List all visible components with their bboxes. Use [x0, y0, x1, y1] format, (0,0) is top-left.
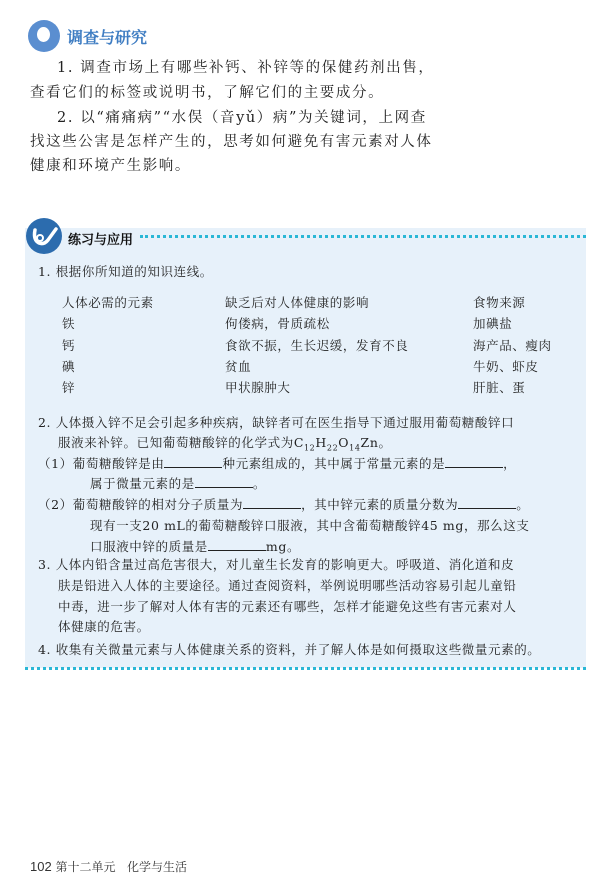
box-bottom-divider — [25, 667, 586, 670]
q2-text: 服液来补锌。已知葡萄糖酸锌的化学式为 — [58, 435, 294, 450]
header-divider — [140, 235, 586, 238]
element-cell: 碘 — [62, 359, 76, 374]
research-title: 调查与研究 — [67, 28, 148, 47]
source-cell: 海产品、瘦肉 — [473, 338, 552, 353]
exercise-check-icon — [26, 218, 62, 254]
research-icon — [28, 20, 60, 52]
table-header: 人体必需的元素 — [62, 295, 154, 310]
q3-line: 3. 人体内铅含量过高危害很大，对儿童生长发育的影响更大。呼吸道、消化道和皮 — [38, 557, 515, 572]
research-line: 找这些公害是怎样产生的，思考如何避免有害元素对人体 — [30, 134, 433, 150]
effect-cell: 贫血 — [225, 359, 252, 374]
answer-blank[interactable] — [243, 496, 301, 509]
q2-line: 2. 人体摄入锌不足会引起多种疾病，缺锌者可在医生指导下通过服用葡萄糖酸锌口 — [38, 415, 515, 430]
element-cell: 锌 — [62, 380, 76, 395]
q2-line: 服液来补锌。已知葡萄糖酸锌的化学式为$C_{12}H_{22}O_{14}Zn$。 — [58, 435, 392, 453]
q3-line: 体健康的危害。 — [58, 619, 150, 634]
q3-line: 中毒，进一步了解对人体有害的元素还有哪些，怎样才能避免这些有害元素对人 — [58, 599, 517, 614]
q2-part1-cont: 属于微量元素的是 。 — [90, 476, 266, 491]
effect-cell: 佝偻病，骨质疏松 — [225, 316, 330, 331]
element-cell: 铁 — [62, 316, 76, 331]
effect-cell: 甲状腺肿大 — [225, 380, 291, 395]
element-cell: 钙 — [62, 338, 76, 353]
research-line: 查看它们的标签或说明书，了解它们的主要成分。 — [30, 85, 385, 101]
q4-text: 4. 收集有关微量元素与人体健康关系的资料，并了解人体是如何摄取这些微量元素的。 — [38, 642, 541, 657]
research-line: 2. 以“痛痛病”“水俣（音yǔ）病”为关键词，上网查 — [57, 110, 427, 126]
page-footer — [30, 858, 187, 875]
answer-blank[interactable] — [208, 538, 266, 551]
source-cell: 牛奶、虾皮 — [473, 359, 539, 374]
effect-cell: 食欲不振，生长迟缓，发育不良 — [225, 338, 409, 353]
q2-part2: （2）葡萄糖酸锌的相对分子质量为 ，其中锌元素的质量分数为 。 — [38, 497, 530, 512]
table-header: 食物来源 — [473, 295, 526, 310]
table-header: 缺乏后对人体健康的影响 — [225, 295, 370, 310]
source-cell: 肝脏、蛋 — [473, 380, 526, 395]
q2-part1: （1）葡萄糖酸锌是由 种元素组成的，其中属于常量元素的是 ， — [38, 456, 517, 471]
q2-part2-cont: 现有一支20 mL的葡萄糖酸锌口服液，其中含葡萄糖酸锌45 mg，那么这支 — [90, 518, 530, 533]
q2-part2-cont: 口服液中锌的质量是 mg。 — [90, 539, 301, 554]
page-number: 102 — [30, 859, 52, 874]
answer-blank[interactable] — [195, 475, 253, 488]
q1-text: 1. 根据你所知道的知识连线。 — [38, 264, 213, 279]
unit-label: 第十二单元 — [55, 860, 116, 874]
chemical-formula: $C_{12}H_{22}O_{14}Zn$ — [293, 435, 379, 453]
answer-blank[interactable] — [164, 455, 222, 468]
research-line: 健康和环境产生影响。 — [30, 158, 191, 174]
q3-line: 肤是铅进入人体的主要途径。通过查阅资料，举例说明哪些活动容易引起儿童铅 — [58, 578, 517, 593]
answer-blank[interactable] — [458, 496, 516, 509]
exercise-title: 练习与应用 — [68, 233, 134, 248]
answer-blank[interactable] — [445, 455, 503, 468]
chapter-label: 化学与生活 — [127, 860, 188, 874]
research-line: 1. 调查市场上有哪些补钙、补锌等的保健药剂出售， — [57, 60, 435, 76]
source-cell: 加碘盐 — [473, 316, 513, 331]
